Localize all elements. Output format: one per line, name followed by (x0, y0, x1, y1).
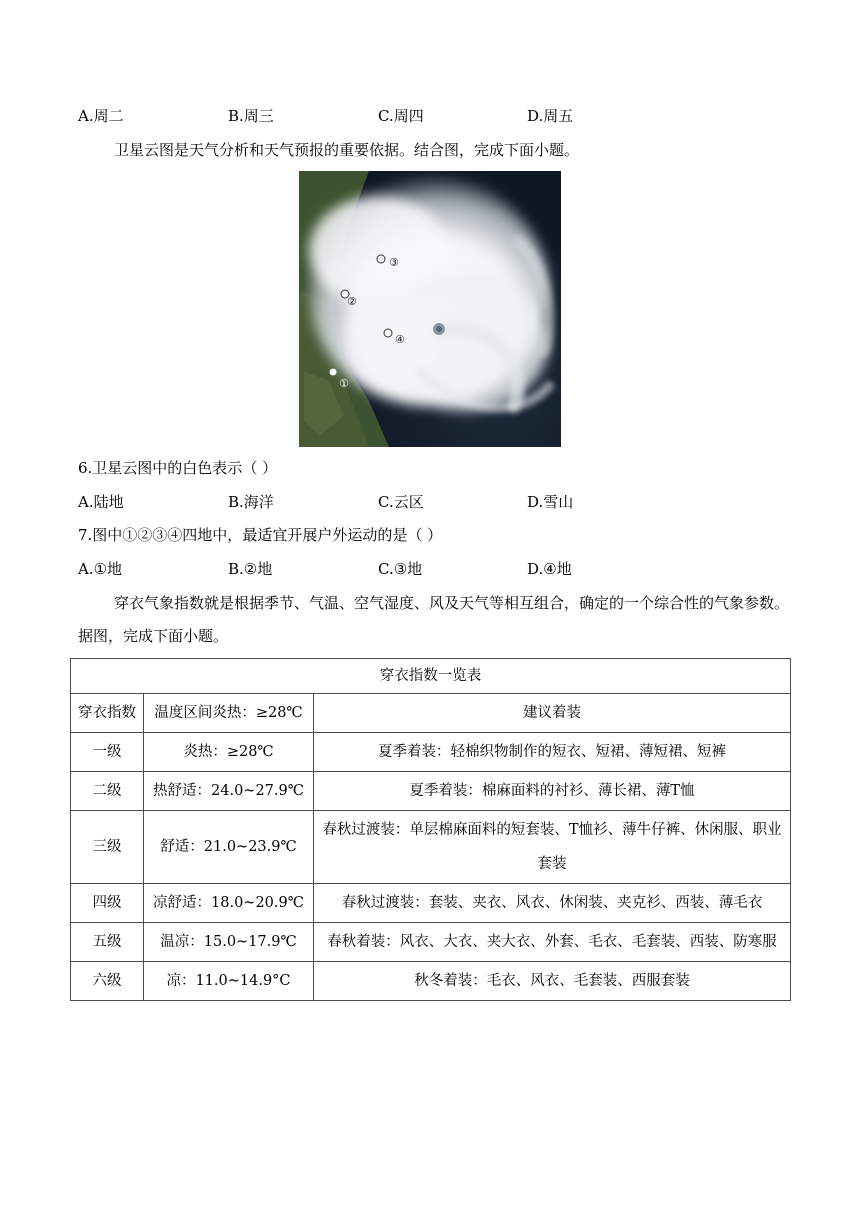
header-clothing: 建议着装 (314, 694, 791, 733)
table-row (71, 962, 791, 1001)
row-temperature: 炎热：≥28℃ (144, 733, 314, 772)
row-temperature: 舒适：21.0~23.9℃ (144, 811, 314, 884)
header-temperature: 温度区间炎热：≥28℃ (144, 694, 314, 733)
q7-option-d: D.④地 (527, 560, 572, 578)
q5-option-d: D.周五 (527, 107, 574, 125)
dressing-intro: 穿衣气象指数就是根据季节、气温、空气湿度、风及天气等相互组合，确定的一个综合性的气象参数。据图，完成下面小题。 (78, 594, 790, 645)
q5-options (78, 104, 798, 128)
row-clothing: 秋冬着装：毛衣、风衣、毛套装、西服套装 (314, 962, 791, 1001)
satellite-cloud-image (299, 171, 561, 447)
q7-options (78, 557, 798, 581)
q7-option-b: B.②地 (228, 560, 273, 578)
q7-stem: 7.图中①②③④四地中，最适宜开展户外运动的是（ ） (78, 526, 443, 544)
q6-option-b: B.海洋 (228, 493, 274, 511)
q6-option-a: A.陆地 (78, 493, 124, 511)
table-row (71, 811, 791, 884)
row-clothing: 夏季着装：棉麻面料的衬衫、薄长裙、薄T恤 (314, 772, 791, 811)
row-temperature: 凉：11.0~14.9°C (144, 962, 314, 1001)
table-title: 穿衣指数一览表 (71, 659, 791, 694)
q7-option-c: C.③地 (378, 560, 423, 578)
dressing-index-table (70, 658, 791, 1001)
table-row (71, 884, 791, 923)
q6-options (78, 490, 798, 514)
q5-option-b: B.周三 (228, 107, 274, 125)
marker-label-2: ② (347, 295, 357, 308)
q6-option-c: C.云区 (378, 493, 424, 511)
row-level: 三级 (71, 811, 144, 884)
row-level: 五级 (71, 923, 144, 962)
row-clothing: 春秋过渡装：单层棉麻面料的短套装、T恤衫、薄牛仔裤、休闲服、职业套装 (314, 811, 791, 884)
q6-stem: 6.卫星云图中的白色表示（ ） (78, 459, 278, 477)
q5-option-a: A.周二 (78, 107, 124, 125)
q7-option-a: A.①地 (78, 560, 123, 578)
header-index: 穿衣指数 (71, 694, 144, 733)
row-temperature: 热舒适：24.0~27.9℃ (144, 772, 314, 811)
row-temperature: 凉舒适：18.0~20.9℃ (144, 884, 314, 923)
table-title-row (71, 659, 791, 694)
table-row (71, 733, 791, 772)
table-row (71, 772, 791, 811)
table-row (71, 923, 791, 962)
marker-label-4: ④ (395, 333, 405, 346)
marker-label-1: ① (339, 377, 349, 390)
row-level: 一级 (71, 733, 144, 772)
q5-option-c: C.周四 (378, 107, 424, 125)
table-header-row (71, 694, 791, 733)
q6-option-d: D.雪山 (527, 493, 574, 511)
row-clothing: 春秋着装：风衣、大衣、夹大衣、外套、毛衣、毛套装、西装、防寒服 (314, 923, 791, 962)
row-clothing: 春秋过渡装：套装、夹衣、风衣、休闲装、夹克衫、西装、薄毛衣 (314, 884, 791, 923)
row-temperature: 温凉：15.0~17.9℃ (144, 923, 314, 962)
row-level: 二级 (71, 772, 144, 811)
satellite-cloud-svg (299, 171, 561, 447)
marker-label-3: ③ (389, 256, 399, 269)
row-clothing: 夏季着装：轻棉织物制作的短衣、短裙、薄短裙、短裤 (314, 733, 791, 772)
row-level: 四级 (71, 884, 144, 923)
satellite-intro: 卫星云图是天气分析和天气预报的重要依据。结合图，完成下面小题。 (114, 141, 580, 159)
row-level: 六级 (71, 962, 144, 1001)
